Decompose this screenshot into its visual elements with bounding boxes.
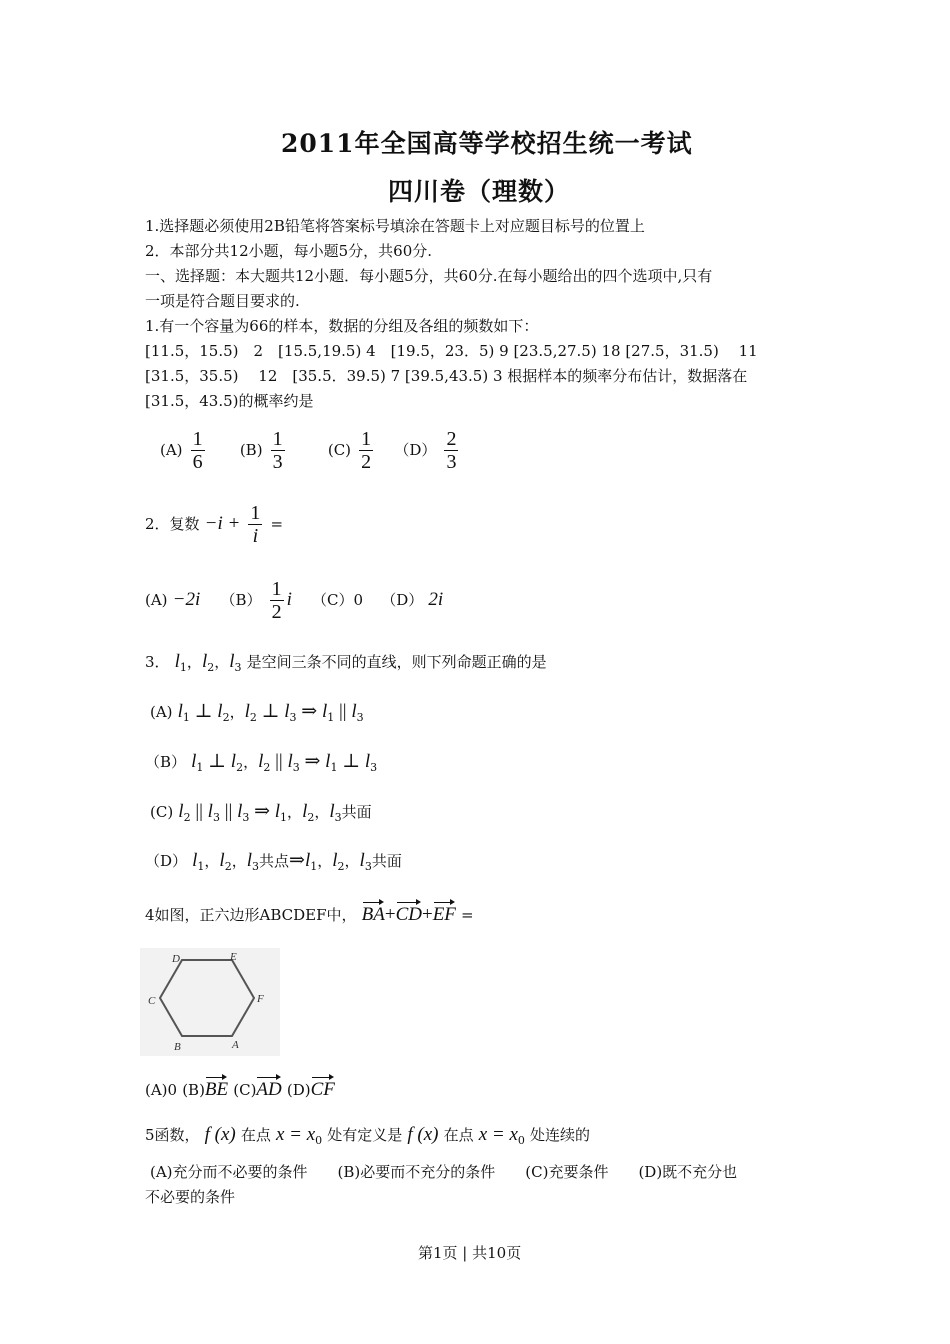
- q5-stem: 5函数， f (x) 在点 $x = x_0$ 处有定义是 f (x) 在点 $x = x_0$ 处连续的: [145, 1124, 590, 1148]
- q1-line-1: 1.有一个容量为66的样本，数据的分组及各组的频数如下：: [145, 317, 539, 335]
- q4-plus-1: +: [384, 904, 396, 925]
- q3-option-a-label: (A): [150, 703, 173, 721]
- q4-option-b-vector: BE: [205, 1073, 228, 1101]
- instruction-2: 2．本部分共12小题，每小题5分，共60分.: [145, 242, 433, 260]
- q2-expression: −i +: [204, 513, 241, 534]
- q4-option-c-label: (C): [233, 1081, 257, 1099]
- q4-options: [145, 1073, 335, 1103]
- q3-option-d-coplanar: 共面: [371, 852, 402, 870]
- q4-equals: =: [461, 906, 474, 924]
- q3-option-d-concurrent: 共点: [259, 852, 290, 870]
- q1-option-c-fraction: $\frac{1}{2}$: [361, 428, 372, 473]
- q2-stem: [145, 502, 283, 547]
- q1-line-3: [31.5，35.5) 12 [35.5．39.5) 7 [39.5,43.5) 3 根据样本的频率分布估计，数据落在: [145, 367, 748, 385]
- q4-stem: [145, 898, 474, 928]
- exam-subtitle: 四川卷（理数）: [388, 177, 571, 206]
- page-footer: 第1页 | 共10页: [418, 1244, 522, 1262]
- q5-continuous: 处连续的: [529, 1126, 590, 1144]
- vertex-label-e: E: [230, 951, 237, 963]
- exam-title: 2011年全国高等学校招生统一考试: [281, 129, 693, 158]
- q1-option-c-label: (C): [327, 441, 352, 459]
- q2-option-b-label: （B）: [220, 591, 262, 609]
- vertex-label-c: C: [148, 995, 156, 1007]
- q1-option-a-label: (A): [160, 441, 183, 459]
- q5-fx-2: f (x): [407, 1124, 439, 1145]
- section-header-2: 一项是符合题目要求的.: [145, 292, 300, 310]
- q5-x-eq-2: x = x: [478, 1124, 518, 1145]
- q4-vector-cd: CD: [396, 898, 422, 926]
- q4-option-c-vector: AD: [256, 1073, 281, 1101]
- q3-number: 3．: [145, 653, 170, 671]
- q2-option-a-label: (A): [145, 591, 168, 609]
- vertex-label-f: F: [257, 993, 264, 1005]
- q2-fraction: $\frac{1}{i}$: [250, 502, 261, 547]
- q1-option-a-fraction: $\frac{1}{6}$: [192, 428, 203, 473]
- q5-defined: 处有定义是: [327, 1126, 403, 1144]
- q4-option-b-label: (B): [182, 1081, 205, 1099]
- q3-option-c-label: (C): [150, 803, 174, 821]
- q3-option-a: (A) $l_1$ ⊥ $l_2$，$l_2$ ⊥ $l_3$ ⇒ $l_1$ || $l_3$: [150, 701, 364, 725]
- section-header-1: 一、选择题：本大题共12小题．每小题5分，共60分.在每小题给出的四个选项中,只有: [145, 267, 713, 285]
- q1-option-d-fraction: $\frac{2}{3}$: [446, 428, 457, 473]
- q3-option-d-label: （D）: [145, 852, 188, 870]
- q2-options: [145, 578, 443, 623]
- hexagon-figure: [140, 948, 280, 1056]
- instruction-1: 1.选择题必须使用2B铅笔将答案标号填涂在答题卡上对应题目标号的位置上: [145, 217, 645, 235]
- q1-line-2: [11.5，15.5) 2 [15.5,19.5) 4 [19.5，23．5) 9 [23.5,27.5) 18 [27.5，31.5) 11: [145, 342, 758, 360]
- q1-line-4: [31.5，43.5)的概率约是: [145, 392, 314, 410]
- vertex-label-b: B: [174, 1041, 181, 1053]
- q5-options-line-2: 不必要的条件: [145, 1188, 236, 1206]
- q5-options-line-1: (A)充分而不必要的条件 (B)必要而不充分的条件 (C)充要条件 (D)既不充分也: [150, 1163, 738, 1181]
- q4-option-a: (A)0: [145, 1081, 178, 1099]
- q2-equals: =: [270, 515, 284, 533]
- q5-x-eq: x = x: [275, 1124, 316, 1145]
- q3-option-b-label: （B）: [145, 753, 187, 771]
- q4-option-d-vector: CF: [311, 1073, 335, 1101]
- q3-option-c-coplanar: 共面: [341, 803, 372, 821]
- q2-prefix: 2．复数: [145, 515, 200, 533]
- q2-option-a-value: −2i: [172, 589, 201, 610]
- q4-option-d-label: (D): [286, 1081, 311, 1099]
- q4-vector-ef: EF: [433, 898, 456, 926]
- q2-option-d-label: （D）: [381, 591, 424, 609]
- vertex-label-a: A: [232, 1039, 239, 1051]
- q4-vector-ba: BA: [362, 898, 385, 926]
- q3-stem: 3． $l_1$，$l_2$，$l_3$ 是空间三条不同的直线，则下列命题正确的是: [145, 651, 547, 675]
- q1-options: [160, 428, 461, 473]
- q2-option-c: （C）0: [312, 591, 364, 609]
- q5-at-point: 在点: [240, 1126, 271, 1144]
- q4-plus-2: +: [421, 904, 433, 925]
- q1-option-b-label: (B): [239, 441, 263, 459]
- q3-stem-text: 是空间三条不同的直线，则下列命题正确的是: [246, 653, 547, 671]
- q5-at-point-2: 在点: [443, 1126, 474, 1144]
- q4-stem-text: 4如图，正六边形ABCDEF中，: [145, 906, 357, 924]
- vertex-label-d: D: [172, 953, 180, 965]
- q3-option-b: （B） $l_1$ ⊥ $l_2$，$l_2$ || $l_3$ ⇒ $l_1$ ⊥ $l_3$: [145, 751, 378, 775]
- q2-option-b-i: i: [286, 589, 292, 610]
- q2-option-b-fraction: $\frac{1}{2}$: [271, 578, 282, 623]
- q2-option-d-value: 2i: [428, 589, 444, 610]
- q5-prefix: 5函数，: [145, 1126, 200, 1144]
- q3-option-d: （D） $l_1$，$l_2$，$l_3$共点$\Rightarrow l_1$，$l_2$，$l_3$共面: [145, 850, 402, 874]
- q5-fx: f (x): [204, 1124, 236, 1145]
- q1-option-b-fraction: $\frac{1}{3}$: [272, 428, 283, 473]
- q1-option-d-label: （D）: [394, 441, 437, 459]
- q3-option-c: (C) $l_2$ || $l_3$ || $l_3$ ⇒ $l_1$，$l_2$，$l_3$共面: [150, 801, 372, 825]
